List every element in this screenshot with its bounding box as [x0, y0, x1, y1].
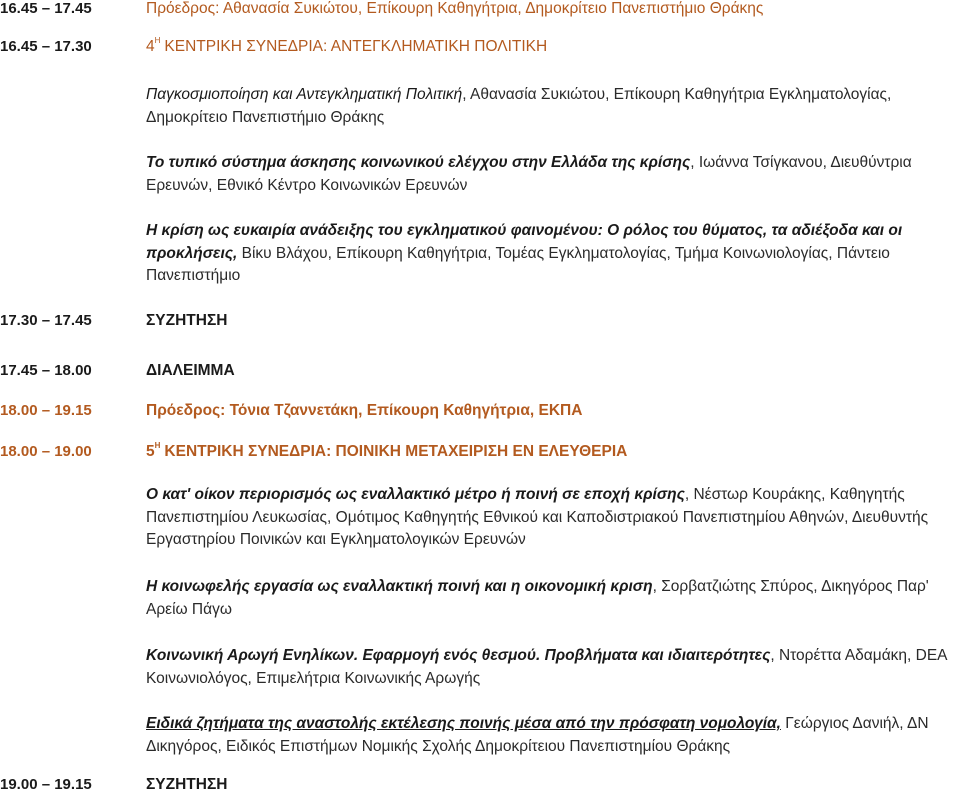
session-title: ΚΕΝΤΡΙΚΗ ΣΥΝΕΔΡΙΑ: ΑΝΤΕΓΚΛΗΜΑΤΙΚΗ ΠΟΛΙΤΙΚΗ: [164, 38, 548, 56]
talk-title: Ειδικά ζητήματα της αναστολής εκτέλεσης ποινής μέσα από την πρόσφατη νομολογία,: [146, 715, 781, 732]
talk-title: Ο κατ' οίκον περιορισμός ως εναλλακτικό μέτρο ή ποινή σε εποχή κρίσης: [146, 486, 685, 503]
time-slot: 19.00 – 19.15: [0, 776, 92, 793]
session-chair: Πρόεδρος: Τόνια Τζαννετάκη, Επίκουρη Καθηγήτρια, ΕΚΠΑ: [146, 402, 583, 419]
talk-speaker: , Σορβατζιώτης Σπύρος, Δικηγόρος Παρ' Αρείω Πάγω: [146, 578, 929, 618]
talk-entry: [146, 645, 958, 690]
time-slot: 18.00 – 19.00: [0, 443, 92, 460]
discussion-label: ΣΥΖΗΤΗΣΗ: [146, 776, 228, 793]
time-slot: 17.45 – 18.00: [0, 362, 92, 379]
talk-title: Η κοινωφελής εργασία ως εναλλακτική ποινή και η οικονομική κριση: [146, 578, 653, 595]
break-label: ΔΙΑΛΕΙΜΜΑ: [146, 362, 235, 379]
talk-entry: [146, 484, 958, 552]
ordinal-suffix: Η: [154, 36, 161, 45]
talk-entry: [146, 576, 958, 621]
talk-speaker: Βίκυ Βλάχου, Επίκουρη Καθηγήτρια, Τομέας Εγκληματολογίας, Τμήμα Κοινωνιολογίας, Πάντειο Πανεπιστήμιο: [146, 244, 890, 284]
talk-speaker: , Αθανασία Συκιώτου, Επίκουρη Καθηγήτρια Εγκληματολογίας, Δημοκρίτειο Πανεπιστήμιο Θράκης: [146, 86, 892, 126]
time-slot: 16.45 – 17.30: [0, 38, 92, 55]
talk-title: Παγκοσμιοποίηση και Αντεγκληματική Πολιτική: [146, 86, 463, 103]
time-slot: 18.00 – 19.15: [0, 402, 92, 419]
session-number: 4: [146, 38, 155, 56]
time-slot: 16.45 – 17.45: [0, 0, 92, 17]
talk-entry: [146, 84, 958, 129]
talk-entry: [146, 220, 958, 288]
talk-speaker: , Νέστωρ Κουράκης, Καθηγητής Πανεπιστημίου Λευκωσίας, Ομότιμος Καθηγητής Εθνικού και Καποδιστριακού Πανεπιστημίου Αθηνών, Διευθυντής Εργαστηρίου Ποινικών και Εγκληματολογικών Ερευνών: [146, 486, 929, 548]
talk-speaker: , Ντορέττα Αδαμάκη, DEA Κοινωνιολόγος, Επιμελήτρια Κοινωνικής Αρωγής: [146, 647, 947, 687]
ordinal-suffix: Η: [154, 441, 161, 450]
talk-title: Το τυπικό σύστημα άσκησης κοινωνικού ελέγχου στην Ελλάδα της κρίσης: [146, 154, 691, 171]
talk-speaker: Γεώργιος Δανιήλ, ΔΝ Δικηγόρος, Ειδικός Επιστήμων Νομικής Σχολής Δημοκρίτειου Πανεπιστημίου Θράκης: [146, 715, 929, 755]
session-number: 5: [146, 443, 155, 461]
talk-speaker: , Ιωάννα Τσίγκανου, Διευθύντρια Ερευνών, Εθνικό Κέντρο Κοινωνικών Ερευνών: [146, 154, 912, 194]
discussion-label: ΣΥΖΗΤΗΣΗ: [146, 312, 228, 329]
talk-entry: [146, 152, 958, 197]
talk-title: Κοινωνική Αρωγή Ενηλίκων. Εφαρμογή ενός θεσμού. Προβλήματα και ιδιαιτερότητες: [146, 647, 771, 664]
session-heading: [146, 443, 627, 461]
talk-title: Η κρίση ως ευκαιρία ανάδειξης του εγκληματικού φαινομένου: Ο ρόλος του θύματος, τα αδιέξοδα και οι προκλήσεις,: [146, 222, 903, 262]
time-slot: 17.30 – 17.45: [0, 312, 92, 329]
session-title: ΚΕΝΤΡΙΚΗ ΣΥΝΕΔΡΙΑ: ΠΟΙΝΙΚΗ ΜΕΤΑΧΕΙΡΙΣΗ ΕΝ ΕΛΕΥΘΕΡΙΑ: [164, 443, 628, 461]
session-heading: [146, 38, 547, 56]
session-chair: Πρόεδρος: Αθανασία Συκιώτου, Επίκουρη Καθηγήτρια, Δημοκρίτειο Πανεπιστήμιο Θράκης: [146, 0, 764, 17]
talk-entry: [146, 713, 958, 758]
